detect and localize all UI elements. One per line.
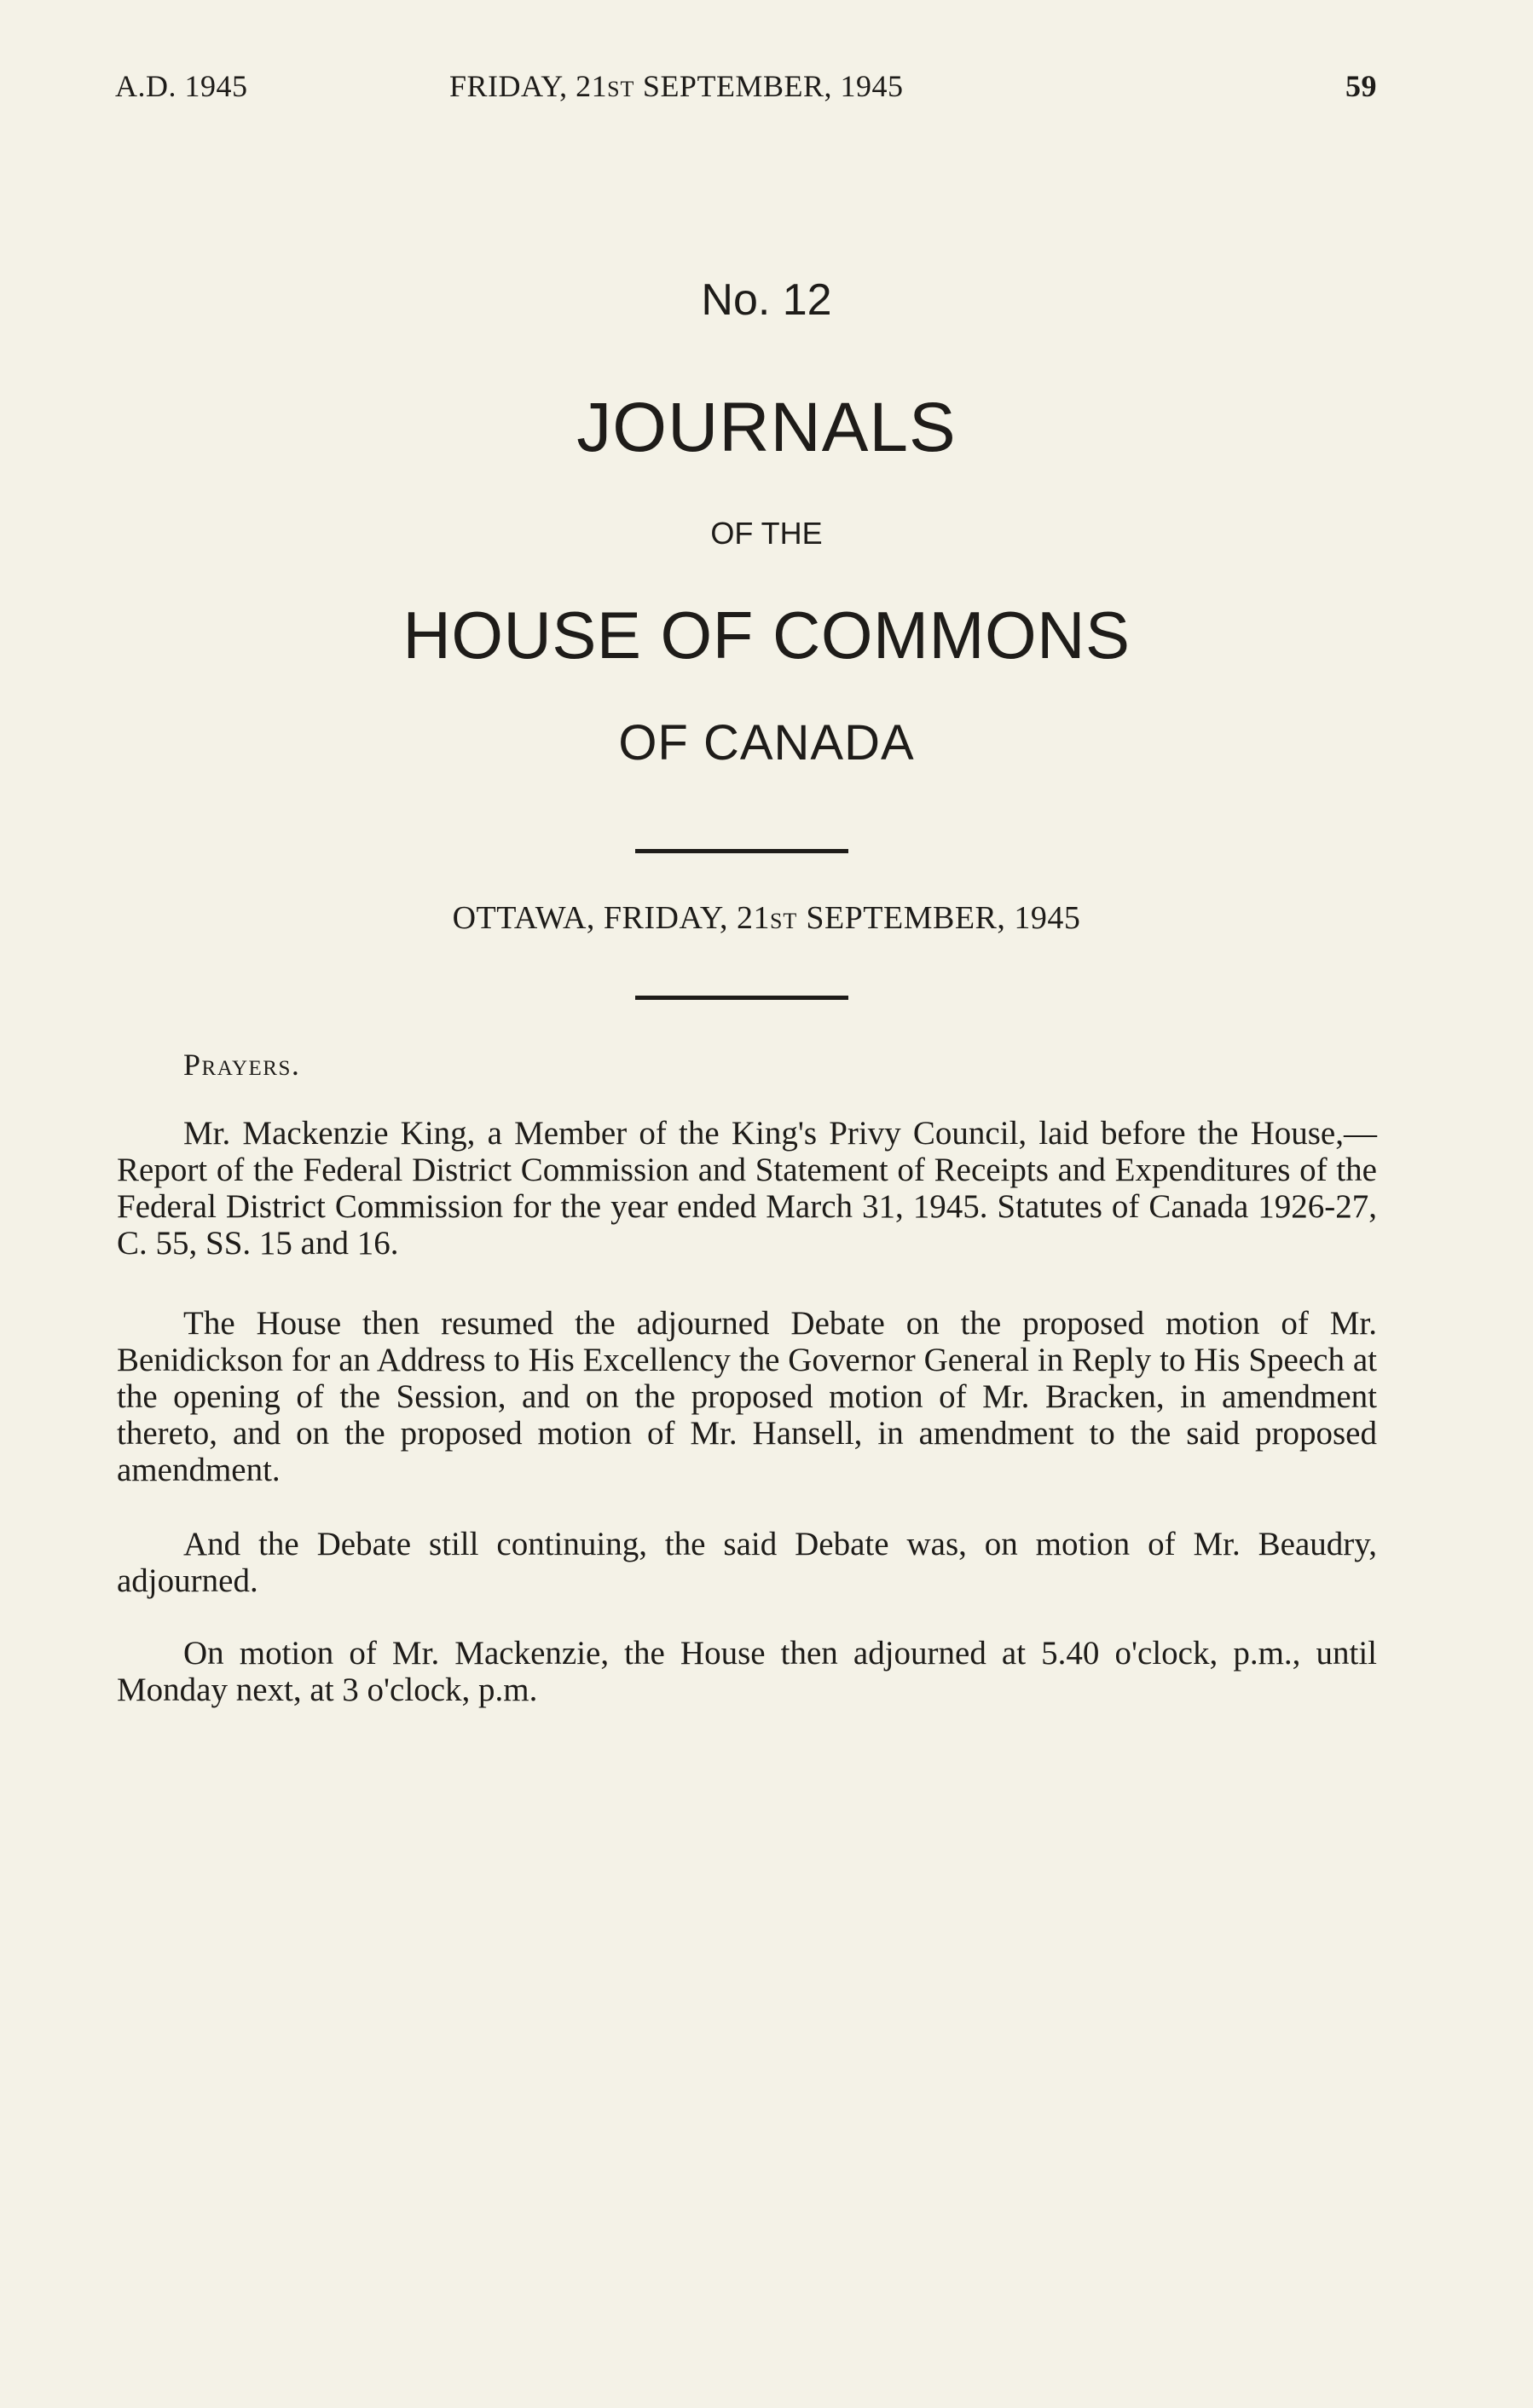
- divider-rule-top: [635, 849, 848, 853]
- running-head-date-prefix: FRIDAY, 21: [449, 69, 608, 103]
- dateline-prefix: OTTAWA, FRIDAY, 21: [452, 900, 770, 936]
- prayers-heading: Prayers.: [183, 1048, 301, 1082]
- running-head-date-ordinal: ST: [607, 77, 635, 101]
- journals-title: JOURNALS: [576, 389, 957, 466]
- dateline: [0, 899, 1533, 937]
- running-head: [115, 68, 1377, 111]
- issue-number: No. 12: [701, 275, 832, 325]
- running-head-date-suffix: SEPTEMBER, 1945: [634, 69, 904, 103]
- running-head-year: A.D. 1945: [115, 69, 248, 103]
- paragraph-house-adjourned: On motion of Mr. Mackenzie, the House then adjourned at 5.40 o'clock, p.m., until Monday next, at 3 o'clock, p.m.: [117, 1635, 1377, 1708]
- of-canada-line: OF CANADA: [618, 715, 915, 771]
- paragraph-address-debate: The House then resumed the adjourned Debate on the proposed motion of Mr. Benidickson for an Address to His Excellency the Governor General in Reply to His Speech at the opening of the Session, and on the proposed motion of Mr. Bracken, in amendment thereto, and on the proposed motion of Mr. Hansell, in amendment to the said proposed amendment.: [117, 1305, 1377, 1488]
- divider-rule-bottom: [635, 996, 848, 1000]
- paragraph-report-tabled: Mr. Mackenzie King, a Member of the King's Privy Council, laid before the House,—Report of the Federal District Commission and Statement of Receipts and Expenditures of the Federal District Commission for the year ended March 31, 1945. Statutes of Canada 1926-27, C. 55, SS. 15 and 16.: [117, 1115, 1377, 1262]
- of-the-line: OF THE: [710, 516, 823, 551]
- paragraph-debate-adjourned: And the Debate still continuing, the said Debate was, on motion of Mr. Beaudry, adjourned.: [117, 1526, 1377, 1599]
- page-number: 59: [1345, 69, 1377, 103]
- dateline-ordinal: ST: [769, 909, 798, 933]
- dateline-suffix: SEPTEMBER, 1945: [797, 900, 1081, 936]
- running-head-date: [449, 68, 903, 104]
- house-of-commons-title: HOUSE OF COMMONS: [402, 598, 1131, 673]
